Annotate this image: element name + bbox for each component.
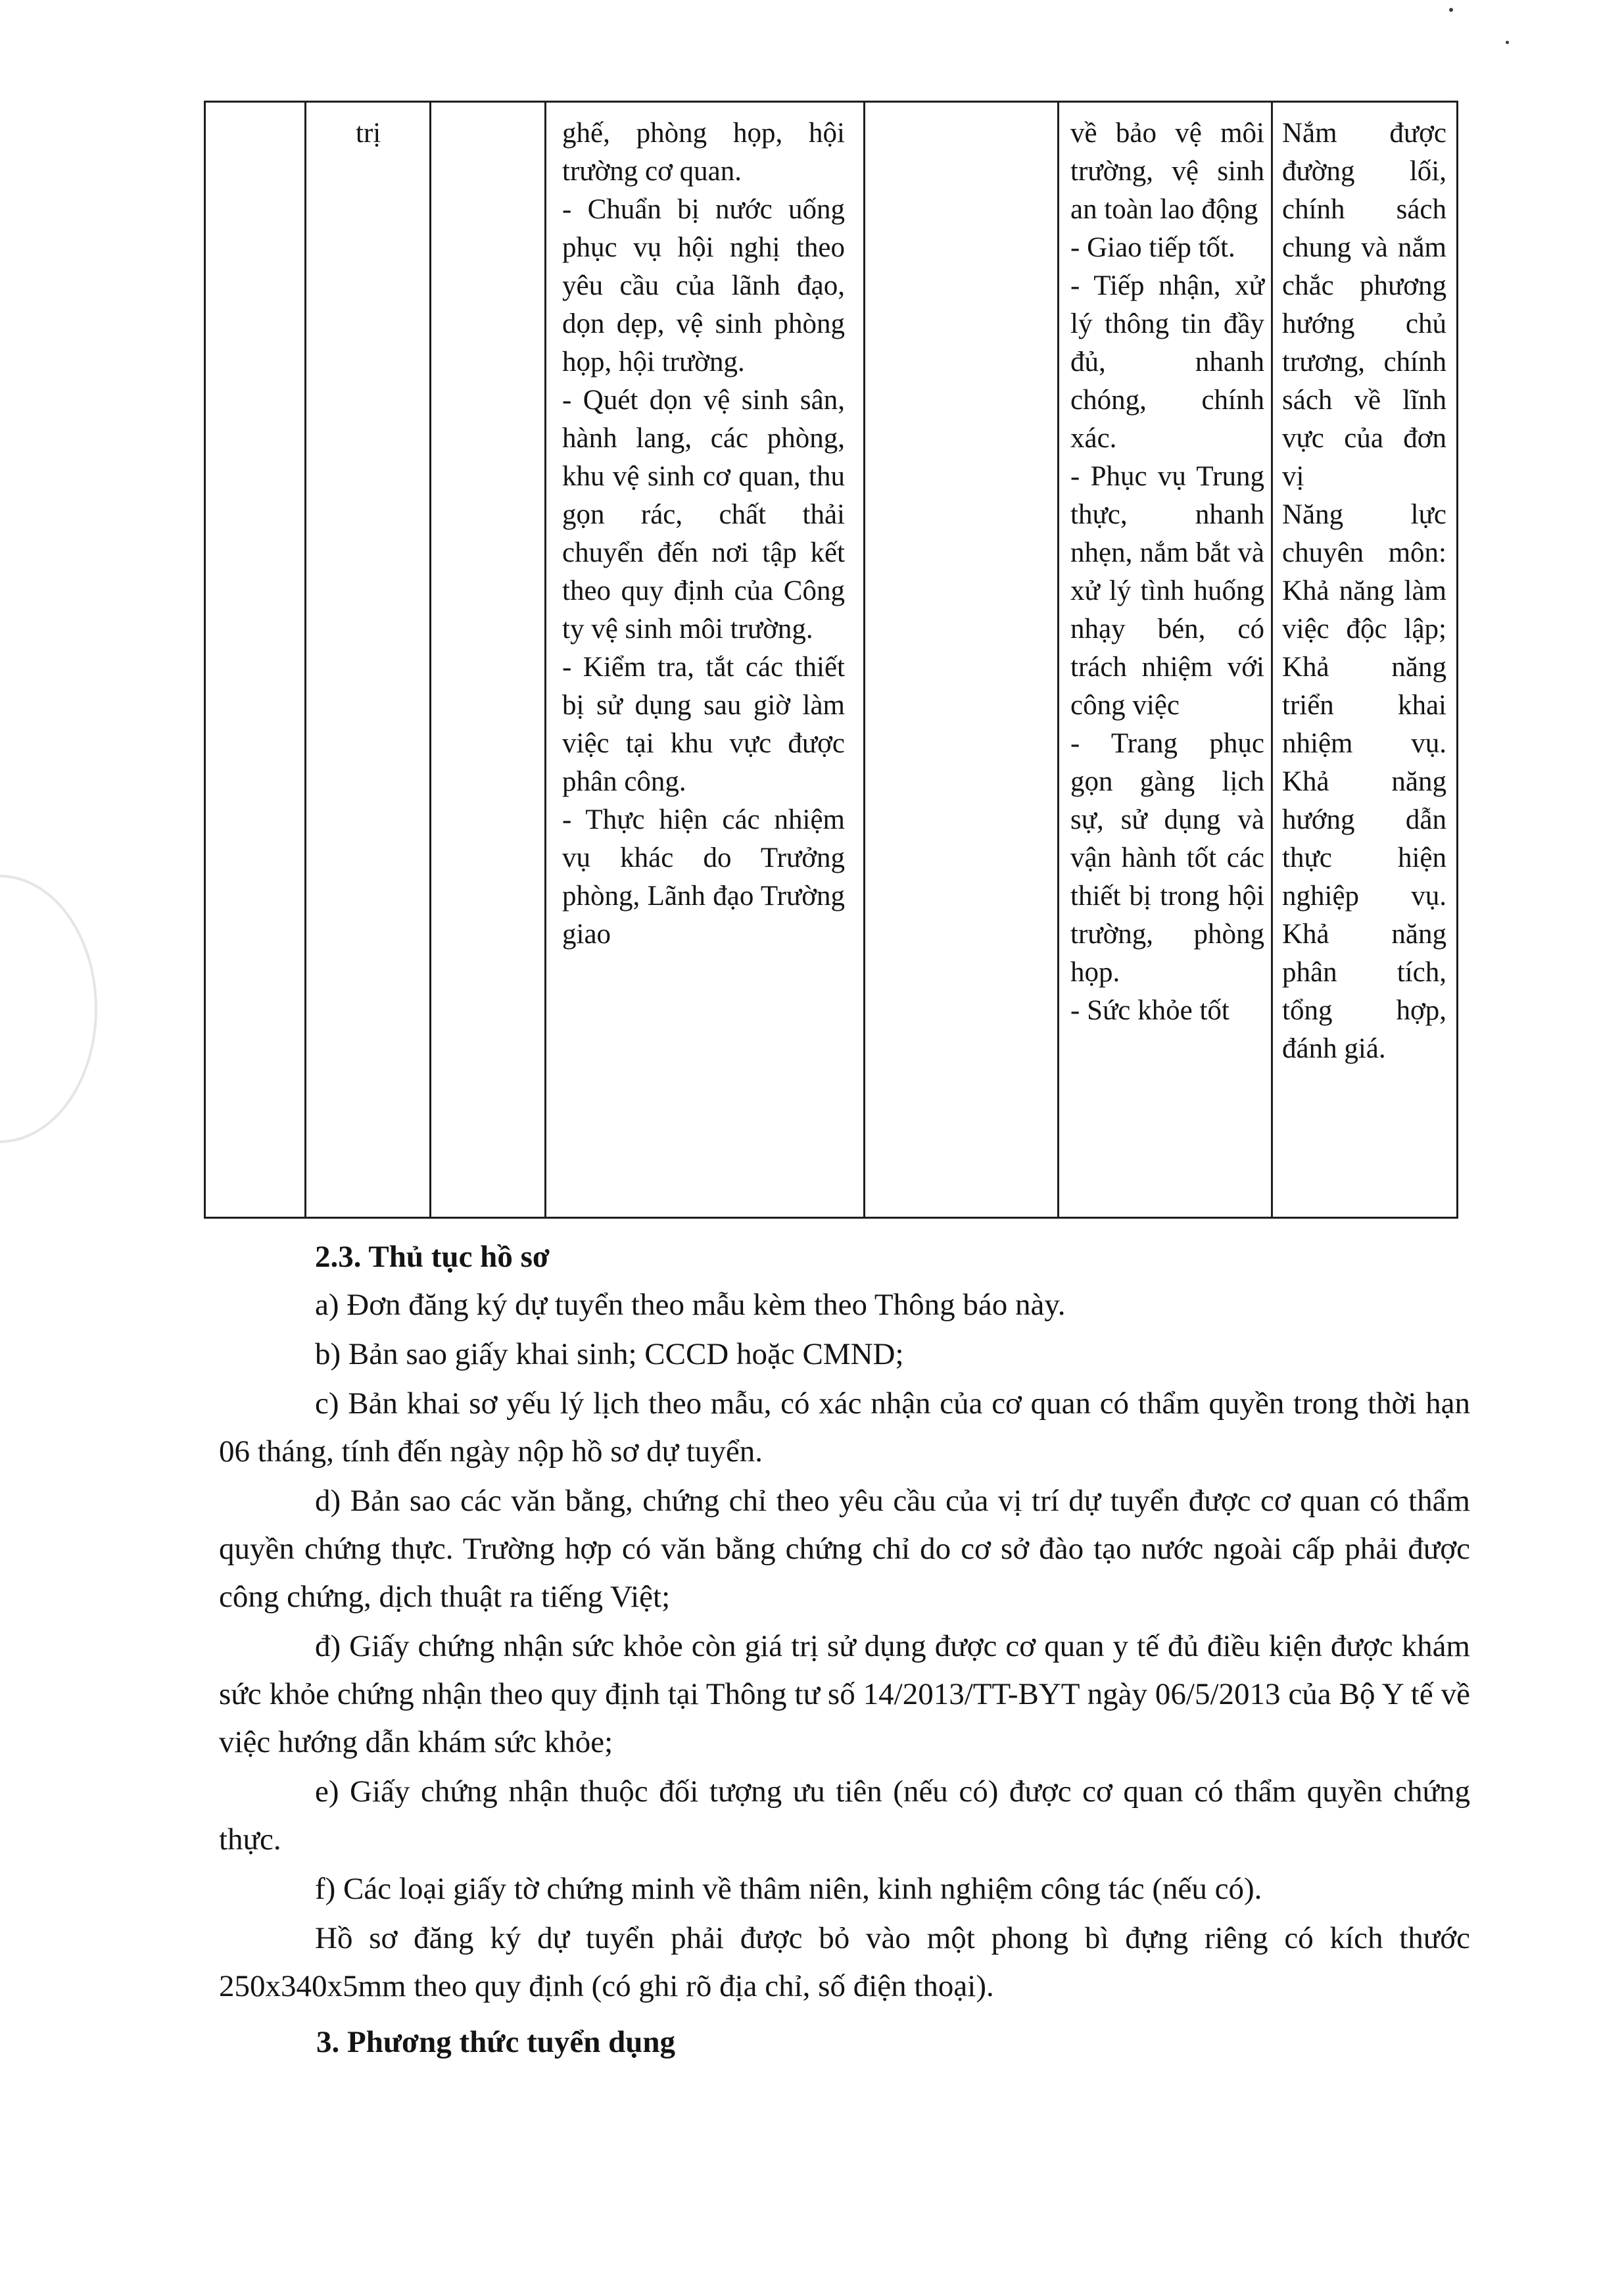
cell-text: - Trang phục gọn gàng lịch sự, sử dụng và vận hành tốt các thiết bị trong hội trường, phòng họp. [1070,728,1264,988]
cell-text: - Sức khỏe tốt [1070,995,1230,1026]
list-item: b) Bản sao giấy khai sinh; CCCD hoặc CMND; [315,1337,904,1371]
cell-text: Năng lực chuyên môn: Khả năng làm việc độc lập; Khả năng triển khai nhiệm vụ. Khả năng hướng dẫn thực hiện nghiệp vụ. Khả năng phân tích, tổng hợp, đánh giá. [1282,499,1446,1064]
cell-text: về bảo vệ môi trường, vệ sinh an toàn lao động [1070,118,1264,225]
cell-text: - Phục vụ Trung thực, nhanh nhẹn, nắm bắt và xử lý tình huống nhạy bén, có trách nhiệm với công việc [1070,461,1264,721]
cell-text: ghế, phòng họp, hội trường cơ quan. [562,118,845,187]
cell-text: Nắm được đường lối, chính sách chung và nắm chắc phương hướng chủ trương, chính sách về lĩnh vực của đơn vị [1282,118,1446,492]
cell-text: - Tiếp nhận, xử lý thông tin đầy đủ, nhanh chóng, chính xác. [1070,270,1264,454]
list-item: e) Giấy chứng nhận thuộc đối tượng ưu tiên (nếu có) được cơ quan có thẩm quyền chứng thực. [219,1774,1470,1857]
table-cell-position [356,114,395,153]
cell-text: - Chuẩn bị nước uống phục vụ hội nghị theo yêu cầu của lãnh đạo, dọn dẹp, vệ sinh phòng họp, hội trường. [562,194,845,378]
paragraph: Hồ sơ đăng ký dự tuyển phải được bỏ vào một phong bì đựng riêng có kích thước 250x340x5mm theo quy định (có ghi rõ địa chỉ, số điện thoại). [219,1921,1470,2003]
cell-text: - Thực hiện các nhiệm vụ khác do Trưởng phòng, Lãnh đạo Trường giao [562,804,845,950]
table-cell-job-description [562,114,845,954]
list-item: đ) Giấy chứng nhận sức khỏe còn giá trị sử dụng được cơ quan y tế đủ điều kiện được khám sức khỏe chứng nhận theo quy định tại Thông tư số 14/2013/TT-BYT ngày 06/5/2013 của Bộ Y tế về việc hướng dẫn khám sức khỏe; [219,1629,1470,1759]
cell-text: - Kiểm tra, tắt các thiết bị sử dụng sau giờ làm việc tại khu vực được phân công. [562,652,845,797]
scan-speck [1449,8,1453,12]
table-cell-skills [1070,114,1264,1030]
faded-stamp-mark [0,875,97,1143]
table-column-divider [1057,103,1059,1217]
cell-text: - Quét dọn vệ sinh sân, hành lang, các phòng, khu vệ sinh cơ quan, thu gọn rác, chất thải chuyển đến nơi tập kết theo quy định của Công ty vệ sinh môi trường. [562,385,845,645]
list-item: d) Bản sao các văn bằng, chứng chỉ theo yêu cầu của vị trí dự tuyển được cơ quan có thẩm quyền chứng thực. Trường hợp có văn bằng chứng chỉ do cơ sở đào tạo nước ngoài cấp phải được công chứng, dịch thuật ra tiếng Việt; [219,1484,1470,1614]
table-column-divider [863,103,865,1217]
section-heading: 2.3. Thủ tục hồ sơ [315,1240,550,1274]
list-item: c) Bản khai sơ yếu lý lịch theo mẫu, có xác nhận của cơ quan có thẩm quyền trong thời hạn 06 tháng, tính đến ngày nộp hồ sơ dự tuyển. [219,1386,1470,1469]
cell-text: trị [356,118,381,149]
table-cell-competencies [1282,114,1446,1068]
list-item: f) Các loại giấy tờ chứng minh về thâm niên, kinh nghiệm công tác (nếu có). [315,1872,1262,1906]
position-requirements-table [204,101,1458,1219]
table-column-divider [1271,103,1273,1217]
scan-speck [1506,41,1509,44]
table-column-divider [304,103,306,1217]
table-column-divider [429,103,431,1217]
list-item: a) Đơn đăng ký dự tuyển theo mẫu kèm theo Thông báo này. [315,1288,1066,1322]
document-body [219,1233,1470,2066]
table-column-divider [544,103,546,1217]
cell-text: - Giao tiếp tốt. [1070,232,1235,263]
section-heading: 3. Phương thức tuyển dụng [316,2025,676,2059]
